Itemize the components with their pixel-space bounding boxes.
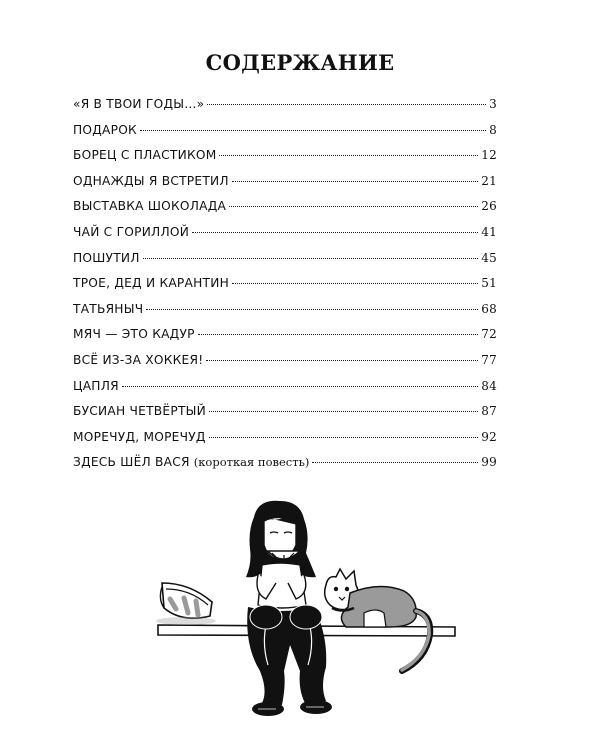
toc-entry-page: 72: [481, 327, 497, 342]
toc-entry-title: «Я В ТВОИ ГОДЫ…»: [73, 97, 205, 111]
toc-entry-note: (короткая повесть): [193, 455, 310, 470]
toc-leader-dots: [209, 411, 478, 412]
cat-icon: [325, 569, 431, 671]
toc-entry-page: 41: [481, 224, 497, 239]
toc-entry-page: 99: [481, 455, 497, 470]
toc-entry: [73, 194, 497, 220]
toc-entry-title: ВЫСТАВКА ШОКОЛАДА: [73, 199, 227, 214]
toc-entry-page: 84: [481, 378, 497, 393]
toc-entry-title: ОДНАЖДЫ Я ВСТРЕТИЛ: [73, 173, 229, 188]
toc-leader-dots: [143, 258, 479, 259]
toc-entry-page: 3: [489, 97, 497, 111]
toc-leader-dots: [232, 181, 478, 182]
toc-leader-dots: [140, 130, 486, 131]
toc-entry-page: 21: [481, 173, 497, 188]
toc-entry: [73, 92, 497, 118]
toc-entry: [73, 143, 497, 169]
toc-entry-title: ВСЁ ИЗ-ЗА ХОККЕЯ!: [73, 352, 204, 367]
girl-icon: [246, 501, 332, 716]
toc-leader-dots: [146, 309, 478, 310]
toc-entry-title: БОРЕЦ С ПЛАСТИКОМ: [73, 148, 217, 163]
toc-entry-title: МЯЧ — ЭТО КАДУР: [73, 327, 195, 342]
toc-entry-page: 51: [481, 276, 497, 291]
toc-entry-page: 87: [481, 404, 497, 419]
toc-entry: [73, 246, 497, 272]
toc-entry: [73, 399, 497, 425]
toc-entry-title: МОРЕЧУД, МОРЕЧУД: [73, 429, 206, 444]
toc-entry: [73, 271, 497, 297]
toc-entry: [73, 348, 497, 374]
toc-leader-dots: [198, 334, 478, 335]
toc-leader-dots: [207, 104, 486, 105]
toc-entry-title: ПОДАРОК: [73, 122, 137, 137]
toc-entry: [73, 425, 497, 451]
toc-entry-title: ЦАПЛЯ: [73, 378, 119, 393]
toc-leader-dots: [192, 232, 478, 233]
toc-entry-page: 77: [481, 352, 497, 367]
toc-entry-page: 45: [481, 250, 497, 265]
toc-entry-title: ПОШУТИЛ: [73, 250, 140, 265]
toc-entry-title: БУСИАН ЧЕТВЁРТЫЙ: [73, 404, 207, 419]
toc-entry-title: ТАТЬЯНЫЧ: [73, 301, 144, 316]
toc-entry-title: ТРОЕ, ДЕД И КАРАНТИН: [73, 276, 230, 291]
girl-with-watermelon-and-cat-icon: [150, 495, 460, 730]
toc-leader-dots: [232, 283, 478, 284]
toc-entry: [73, 450, 497, 476]
watermelon-slice-icon: [156, 583, 216, 625]
toc-entry-page: 8: [489, 122, 497, 137]
toc-entry: [73, 374, 497, 400]
toc-entry-page: 92: [481, 429, 497, 444]
toc-leader-dots: [206, 360, 478, 361]
toc-leader-dots: [209, 437, 479, 438]
toc-leader-dots: [312, 462, 478, 463]
toc-entry-page: 12: [481, 148, 497, 163]
toc-entry-title: ЧАЙ С ГОРИЛЛОЙ: [73, 224, 190, 239]
toc-leader-dots: [229, 206, 478, 207]
toc-entry: [73, 220, 497, 246]
toc-leader-dots: [219, 155, 478, 156]
table-of-contents: [73, 92, 497, 476]
toc-entry: [73, 118, 497, 144]
toc-entry: [73, 322, 497, 348]
toc-entry-page: 26: [481, 199, 497, 214]
toc-leader-dots: [122, 386, 478, 387]
toc-entry-page: 68: [481, 301, 497, 316]
toc-entry-title: ЗДЕСЬ ШЁЛ ВАСЯ: [73, 455, 190, 470]
page-title: СОДЕРЖАНИЕ: [205, 50, 395, 75]
toc-entry: [73, 297, 497, 323]
toc-entry: [73, 169, 497, 195]
